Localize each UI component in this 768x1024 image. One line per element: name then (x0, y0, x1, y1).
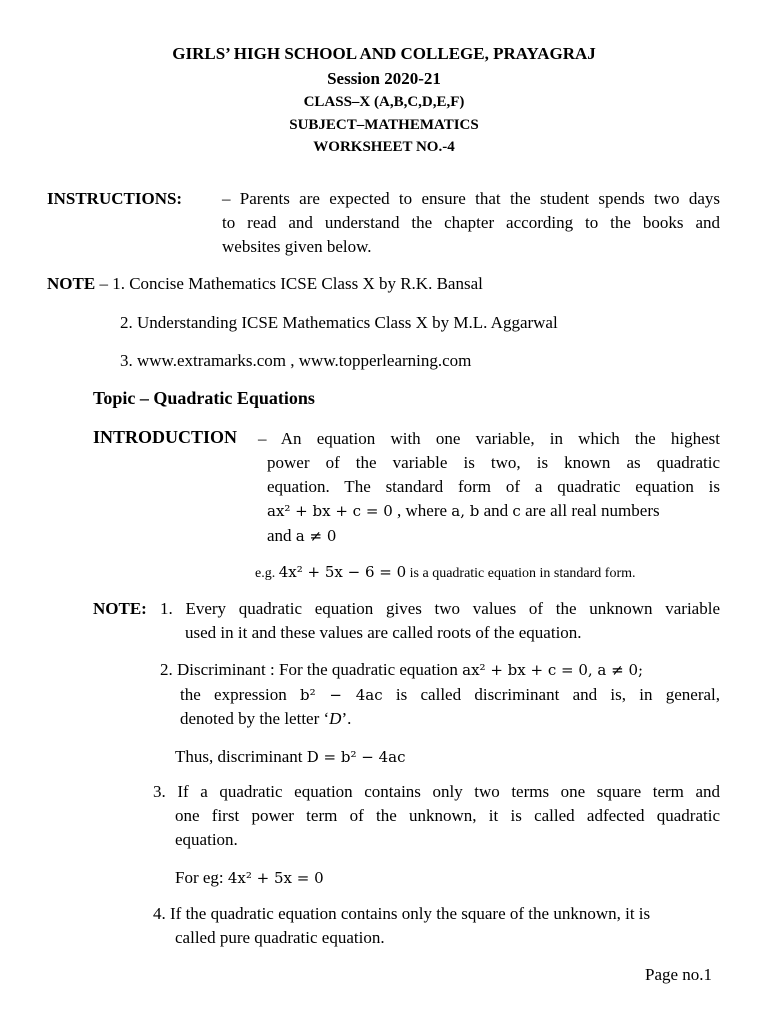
note-2-line-2 (180, 683, 720, 707)
session: Session 2020-21 (327, 69, 441, 88)
intro-and: and (479, 501, 513, 520)
coefficients-ab: a, b (451, 502, 480, 520)
denoted-close: ’. (341, 709, 352, 728)
coefficient-c: c (512, 502, 521, 520)
expression-label: the expression (180, 685, 300, 704)
for-eg-label: For eg: (175, 868, 228, 887)
note-1-line-1: 1. Every quadratic equation gives two values of the unknown variable (160, 599, 720, 618)
note-label: NOTE (47, 274, 96, 293)
class-line: CLASS–X (A,B,C,D,E,F) (303, 94, 465, 110)
discriminant-formula: D = b² − 4ac (306, 748, 406, 766)
notes-label: NOTE: (93, 599, 147, 618)
discriminant-expression: b² − 4ac (300, 686, 383, 704)
note-2-line-1 (160, 658, 643, 682)
intro-line-1: – An equation with one variable, in which the highest (258, 429, 720, 448)
note-3-line-2: one first power term of the unknown, it is called adfected quadratic (175, 806, 720, 825)
thus-label: Thus, discriminant (175, 747, 307, 766)
denoted-by: denoted by the letter ‘ (180, 709, 330, 728)
intro-line-4 (267, 499, 660, 523)
discriminant-description: is called discriminant and is, in general, (382, 685, 720, 704)
instructions-label: INSTRUCTIONS: (47, 189, 183, 208)
intro-and-label: and (267, 526, 296, 545)
discriminant-formula-line (175, 745, 405, 769)
intro-tail: are all real numbers (520, 501, 660, 520)
page-number: Page no.1 (645, 965, 713, 984)
note-4-line-1: 4. If the quadratic equation contains only the square of the unknown, it is (153, 904, 651, 923)
intro-line-3: equation. The standard form of a quadratic equation is (267, 477, 720, 496)
note-3-example (175, 866, 324, 890)
note-1-line-2: used in it and these values are called roots of the equation. (185, 623, 582, 642)
instructions-line-1: – Parents are expected to ensure that the student spends two days (222, 189, 720, 208)
note-2-line-3 (180, 707, 351, 731)
intro-line-5 (267, 524, 336, 548)
introduction-label: INTRODUCTION (93, 427, 238, 447)
example-equation: 4x² + 5x − 6 = 0 (278, 563, 407, 581)
topic-heading: Topic – Quadratic Equations (93, 388, 315, 408)
instructions-line-3: websites given below. (222, 237, 372, 256)
note-book-1 (47, 272, 483, 296)
note-3-line-3: equation. (175, 830, 238, 849)
note-book-2: 2. Understanding ICSE Mathematics Class X by M.L. Aggarwal (120, 313, 558, 332)
quadratic-general-equation: ax² + bx + c = 0, a ≠ 0; (462, 661, 644, 679)
intro-line-2: power of the variable is two, is known as quadratic (267, 453, 720, 472)
adfected-example-equation: 4x² + 5x = 0 (227, 869, 324, 887)
condition-a-nonzero: a ≠ 0 (295, 527, 337, 545)
school-name: GIRLS’ HIGH SCHOOL AND COLLEGE, PRAYAGRAJ (172, 44, 596, 63)
instructions-line-2: to read and understand the chapter according to the books and (222, 213, 720, 232)
note-4-line-2: called pure quadratic equation. (175, 928, 385, 947)
example-line (255, 563, 636, 582)
example-suffix: is a quadratic equation in standard form. (409, 566, 636, 581)
intro-where: , where (392, 501, 452, 520)
note-websites: 3. www.extramarks.com , www.topperlearning.com (120, 351, 472, 370)
subject-line: SUBJECT–MATHEMATICS (289, 117, 479, 133)
standard-form-equation: ax² + bx + c = 0 (267, 502, 393, 520)
discriminant-letter: D (329, 709, 342, 728)
worksheet-number: WORKSHEET NO.-4 (313, 139, 455, 155)
discriminant-intro: 2. Discriminant : For the quadratic equation (160, 660, 463, 679)
note-book-1-text: – 1. Concise Mathematics ICSE Class X by R.K. Bansal (99, 274, 483, 293)
example-prefix: e.g. (255, 566, 276, 581)
note-3-line-1: 3. If a quadratic equation contains only two terms one square term and (153, 782, 720, 801)
